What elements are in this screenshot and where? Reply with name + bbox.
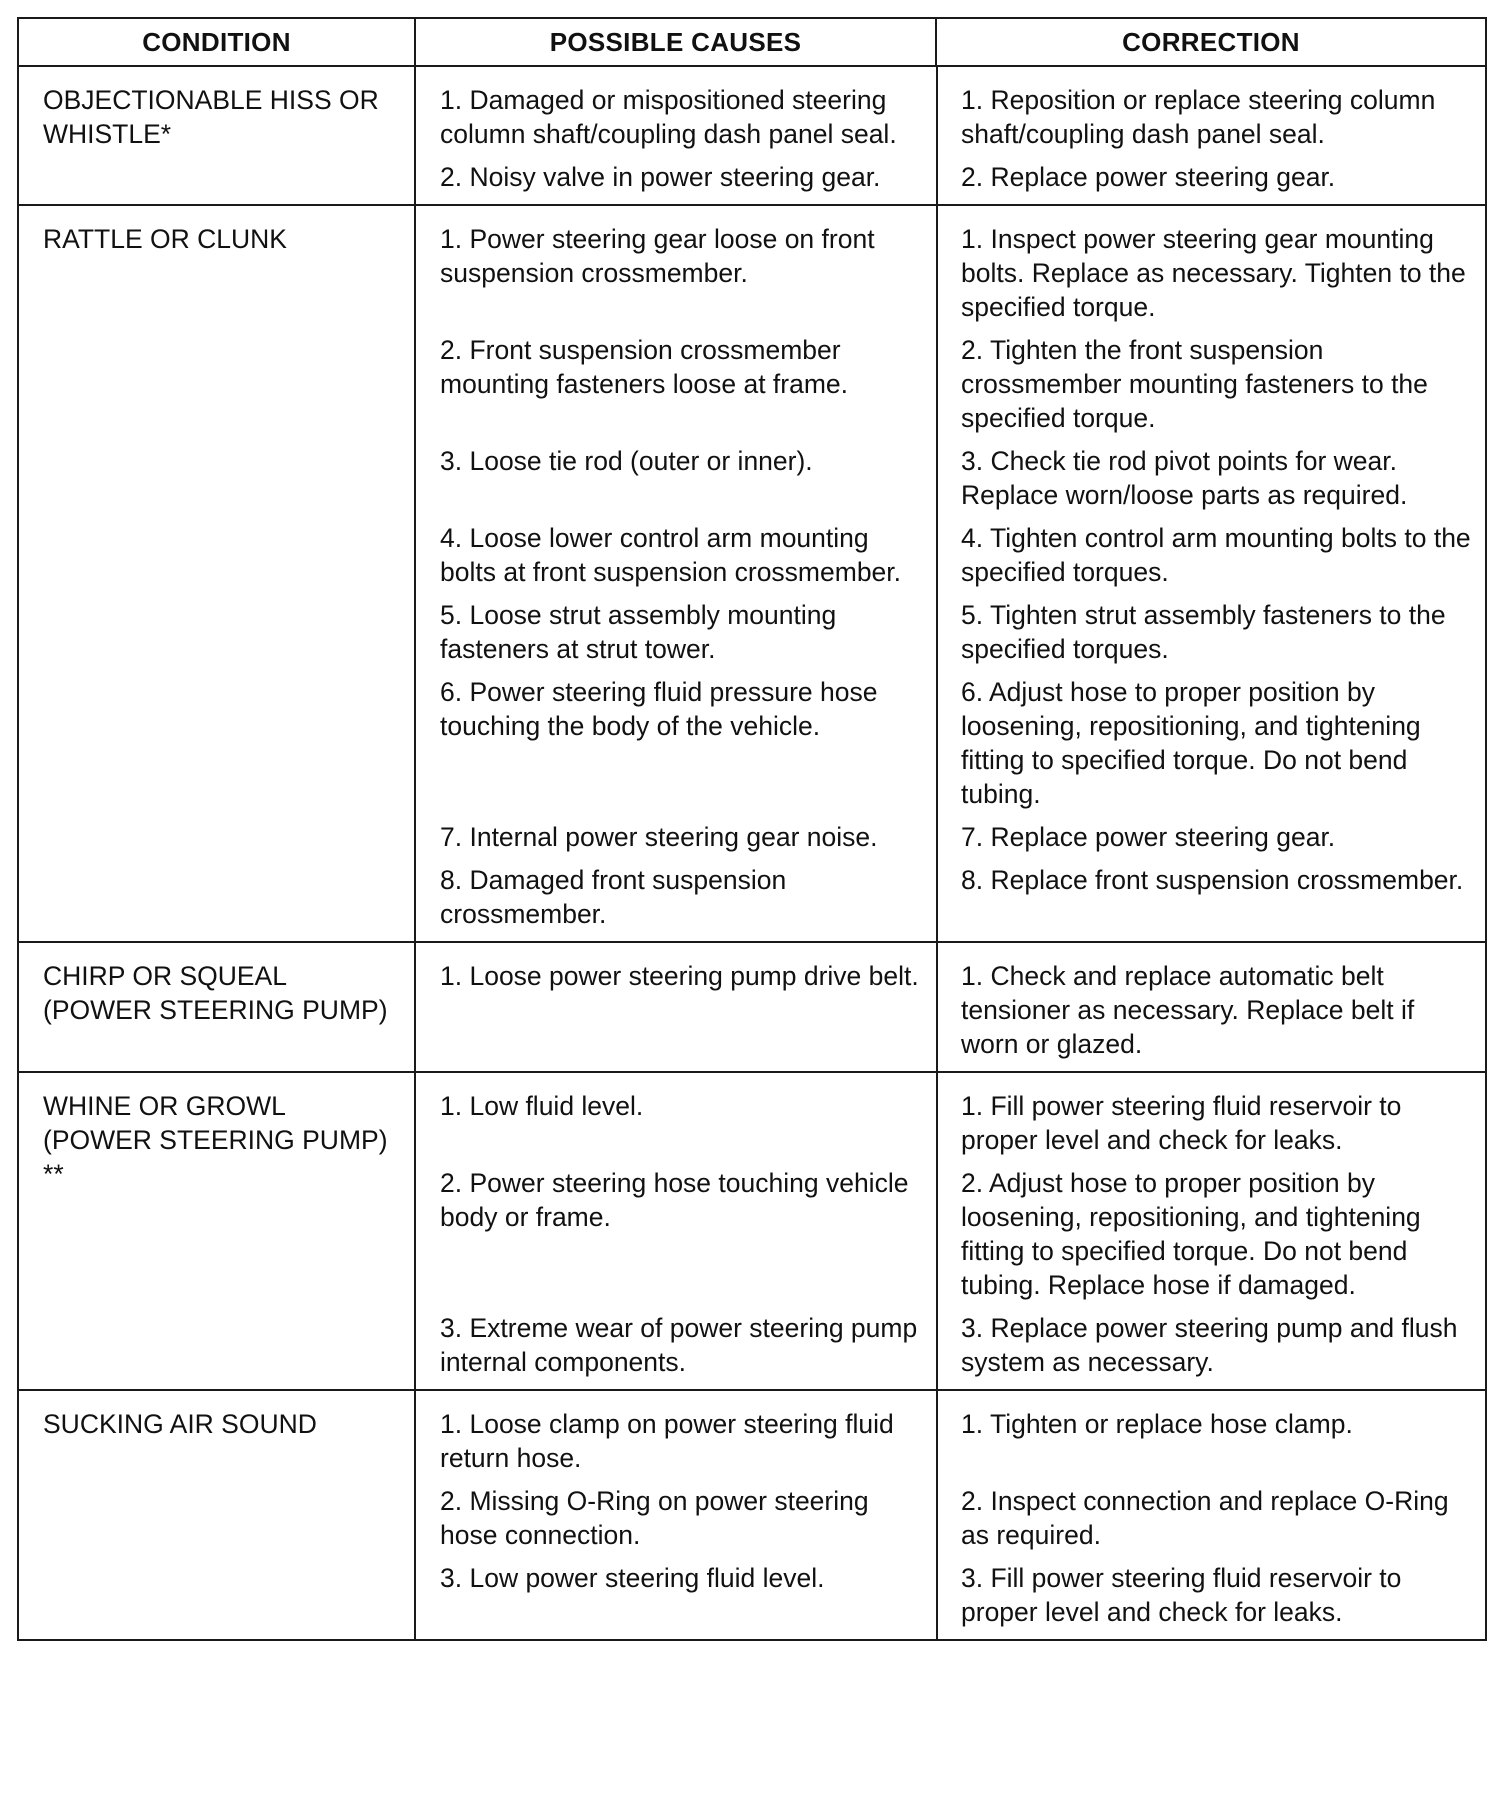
cause-correction-pair: [416, 222, 1469, 324]
header-row: [18, 18, 1486, 66]
possible-cause-text: 1. Power steering gear loose on front suspension crossmember.: [440, 224, 875, 288]
condition-header: CONDITION: [18, 18, 415, 66]
correction-text: 5. Tighten strut assembly fasteners to the specified torques.: [961, 600, 1446, 664]
causes-correction-cell: [415, 1390, 1486, 1640]
cause-correction-pair: [416, 863, 1469, 931]
cause-correction-pair: [416, 1311, 1469, 1379]
table-row: [18, 66, 1486, 205]
correction-text: 2. Replace power steering gear.: [961, 162, 1336, 192]
cause-correction-pair: [416, 444, 1469, 512]
possible-cause-text: 3. Low power steering fluid level.: [440, 1563, 825, 1593]
possible-cause-text: 3. Extreme wear of power steering pump internal components.: [440, 1313, 918, 1377]
possible-cause-text: 1. Loose clamp on power steering fluid return hose.: [440, 1409, 894, 1473]
cause-correction-pair: [416, 160, 1469, 194]
possible-cause-text: 2. Front suspension crossmember mounting fasteners loose at frame.: [440, 335, 849, 399]
diagnosis-table: [17, 17, 1487, 1641]
cause-correction-pair: [416, 675, 1469, 811]
table-row: [18, 942, 1486, 1072]
cause-correction-pair: [416, 1484, 1469, 1552]
cause-correction-pair: [416, 1407, 1469, 1475]
correction-text: 3. Check tie rod pivot points for wear. Replace worn/loose parts as required.: [961, 446, 1408, 510]
cause-correction-pair: [416, 598, 1469, 666]
possible-cause-text: 6. Power steering fluid pressure hose touching the body of the vehicle.: [440, 677, 878, 741]
correction-text: 2. Inspect connection and replace O-Ring as required.: [961, 1486, 1449, 1550]
causes-correction-cell: [415, 205, 1486, 942]
condition-cell: WHINE OR GROWL (POWER STEERING PUMP) **: [18, 1072, 415, 1390]
correction-text: 4. Tighten control arm mounting bolts to the specified torques.: [961, 523, 1471, 587]
table-body: [18, 66, 1486, 1640]
correction-text: 2. Adjust hose to proper position by loosening, repositioning, and tightening fitting to specified torque. Do not bend tubing. Replace hose if damaged.: [961, 1168, 1421, 1300]
cause-correction-pair: [416, 820, 1469, 854]
correction-text: 3. Replace power steering pump and flush system as necessary.: [961, 1313, 1458, 1377]
possible-cause-text: 1. Damaged or mispositioned steering column shaft/coupling dash panel seal.: [440, 85, 897, 149]
causes-correction-cell: [415, 942, 1486, 1072]
causes-correction-cell: [415, 66, 1486, 205]
causes-header: POSSIBLE CAUSES: [415, 18, 936, 66]
possible-cause-text: 2. Power steering hose touching vehicle body or frame.: [440, 1168, 909, 1232]
possible-cause-text: 4. Loose lower control arm mounting bolts at front suspension crossmember.: [440, 523, 902, 587]
column-divider: [936, 206, 938, 941]
cause-correction-pair: [416, 1561, 1469, 1629]
table-row: [18, 1072, 1486, 1390]
column-divider: [936, 1073, 938, 1389]
causes-correction-cell: [415, 1072, 1486, 1390]
correction-text: 2. Tighten the front suspension crossmember mounting fasteners to the specified torque.: [961, 335, 1428, 433]
correction-text: 7. Replace power steering gear.: [961, 822, 1336, 852]
condition-cell: CHIRP OR SQUEAL (POWER STEERING PUMP): [18, 942, 415, 1072]
correction-text: 8. Replace front suspension crossmember.: [961, 865, 1464, 895]
possible-cause-text: 8. Damaged front suspension crossmember.: [440, 865, 787, 929]
condition-cell: SUCKING AIR SOUND: [18, 1390, 415, 1640]
cause-correction-pair: [416, 333, 1469, 435]
possible-cause-text: 7. Internal power steering gear noise.: [440, 822, 878, 852]
cause-correction-pair: [416, 83, 1469, 151]
column-divider: [936, 67, 938, 204]
condition-cell: RATTLE OR CLUNK: [18, 205, 415, 942]
possible-cause-text: 2. Noisy valve in power steering gear.: [440, 162, 881, 192]
cause-correction-pair: [416, 959, 1469, 1061]
possible-cause-text: 3. Loose tie rod (outer or inner).: [440, 446, 813, 476]
correction-text: 1. Fill power steering fluid reservoir to proper level and check for leaks.: [961, 1091, 1402, 1155]
correction-text: 3. Fill power steering fluid reservoir to proper level and check for leaks.: [961, 1563, 1402, 1627]
possible-cause-text: 5. Loose strut assembly mounting fasteners at strut tower.: [440, 600, 837, 664]
possible-cause-text: 1. Loose power steering pump drive belt.: [440, 961, 919, 991]
possible-cause-text: 2. Missing O-Ring on power steering hose connection.: [440, 1486, 869, 1550]
correction-text: 1. Reposition or replace steering column shaft/coupling dash panel seal.: [961, 85, 1436, 149]
correction-text: 1. Inspect power steering gear mounting bolts. Replace as necessary. Tighten to the specified torque.: [961, 224, 1466, 322]
table-row: [18, 1390, 1486, 1640]
column-divider: [936, 943, 938, 1071]
cause-correction-pair: [416, 1089, 1469, 1157]
correction-text: 1. Tighten or replace hose clamp.: [961, 1409, 1353, 1439]
column-divider: [936, 1391, 938, 1639]
possible-cause-text: 1. Low fluid level.: [440, 1091, 644, 1121]
condition-cell: OBJECTIONABLE HISS OR WHISTLE*: [18, 66, 415, 205]
correction-text: 1. Check and replace automatic belt tensioner as necessary. Replace belt if worn or glazed.: [961, 961, 1415, 1059]
correction-text: 6. Adjust hose to proper position by loosening, repositioning, and tightening fitting to specified torque. Do not bend tubing.: [961, 677, 1421, 809]
table-row: [18, 205, 1486, 942]
correction-header: CORRECTION: [936, 18, 1486, 66]
cause-correction-pair: [416, 1166, 1469, 1302]
cause-correction-pair: [416, 521, 1469, 589]
